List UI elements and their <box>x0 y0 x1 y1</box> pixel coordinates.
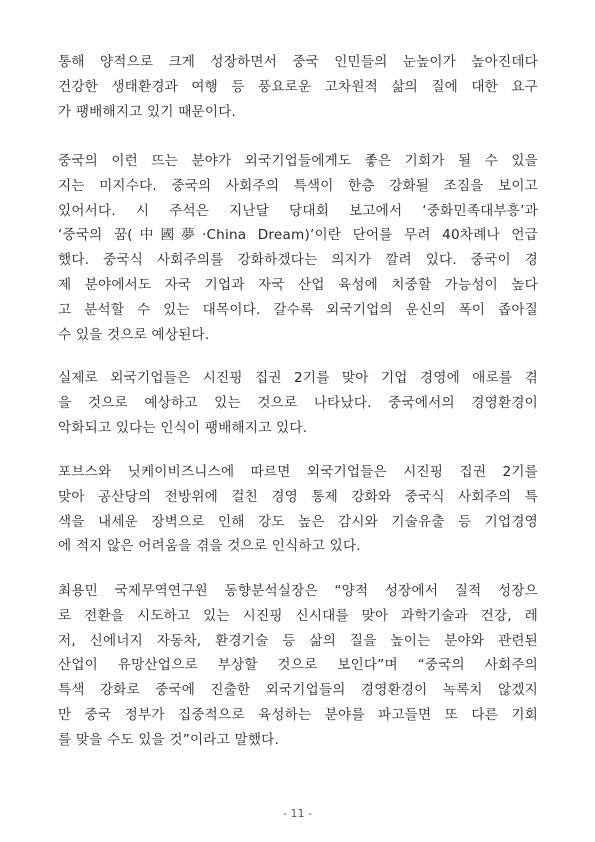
paragraph-line: 가 팽배해지고 있기 때문이다. <box>58 103 237 120</box>
paragraph-3 <box>58 366 538 440</box>
paragraph-line: 만 중국 정부가 집중적으로 육성하는 분야를 파고들면 또 다른 기회 <box>58 706 538 723</box>
paragraph-line: 를 맞을 수도 있을 것”이라고 말했다. <box>58 731 280 748</box>
paragraph-line: 통해 양적으로 크게 성장하면서 중국 인민들의 눈높이가 높아진데다 <box>58 54 538 70</box>
paragraph-line: 산업이 유망산업으로 부상할 것으로 보인다”며 “중국의 사회주의 <box>58 657 538 674</box>
paragraph-2 <box>58 149 538 347</box>
paragraph-4 <box>58 460 538 559</box>
paragraph-line: 있어서다. 시 주석은 지난달 당대회 보고에서 ‘중화민족대부흥’과 <box>58 202 538 219</box>
paragraph-line: 을 것으로 예상하고 있는 것으로 나타났다. 중국에서의 경영환경이 <box>58 394 538 411</box>
paragraph-line: 저, 신에너지 자동차, 환경기술 등 삶의 질을 높이는 분야와 관련된 <box>58 632 538 649</box>
paragraph-line: 특색 강화로 중국에 진출한 외국기업들의 경영환경이 녹록치 않겠지 <box>58 682 538 699</box>
paragraph-line: 고 분석할 수 있는 대목이다. 갈수록 외국기업의 운신의 폭이 좁아질 <box>58 301 538 318</box>
paragraph-line: 포브스와 닛케이비즈니스에 따르면 외국기업들은 시진핑 집권 2기를 <box>58 464 538 480</box>
paragraph-1 <box>58 50 538 124</box>
paragraph-line: 에 적지 않은 어려움을 겪을 것으로 인식하고 있다. <box>58 538 361 555</box>
paragraph-line: 건강한 생태환경과 여행 등 풍요로운 고차원적 삶의 질에 대한 요구 <box>58 78 538 95</box>
paragraph-5 <box>58 579 538 753</box>
paragraph-line: 최용민 국제무역연구원 동향분석실장은 “양적 성장에서 질적 성장으 <box>58 583 538 599</box>
paragraph-line: 중국의 이런 뜨는 분야가 외국기업들에게도 좋은 기회가 될 수 있을 <box>58 153 538 169</box>
paragraph-line: 제 분야에서도 자국 기업과 자국 산업 육성에 치중할 가능성이 높다 <box>58 276 538 293</box>
paragraph-line: 했다. 중국식 사회주의를 강화하겠다는 의지가 깔려 있다. 중국이 경 <box>58 252 538 269</box>
paragraph-line: 수 있을 것으로 예상된다. <box>58 326 210 343</box>
paragraph-line: 색을 내세운 장벽으로 인해 강도 높은 감시와 기술유출 등 기업경영 <box>58 513 538 530</box>
paragraph-line: 실제로 외국기업들은 시진핑 집권 2기를 맞아 기업 경영에 애로를 겪 <box>58 370 538 386</box>
paragraph-line: 맞아 공산당의 전방위에 걸친 경영 통제 강화와 중국식 사회주의 특 <box>58 488 538 505</box>
paragraph-line: 로 전환을 시도하고 있는 시진핑 신시대를 맞아 과학기술과 건강, 레 <box>58 607 538 624</box>
page-number: - 11 - <box>283 807 312 820</box>
paragraph-line: 악화되고 있다는 인식이 팽배해지고 있다. <box>58 419 308 436</box>
paragraph-line: ‘중국의 꿈(中國夢·China Dream)’이란 단어를 무려 40차례나 언급 <box>58 227 538 244</box>
paragraph-line: 지는 미지수다. 중국의 사회주의 특색이 한층 강화될 조짐을 보이고 <box>58 177 538 194</box>
